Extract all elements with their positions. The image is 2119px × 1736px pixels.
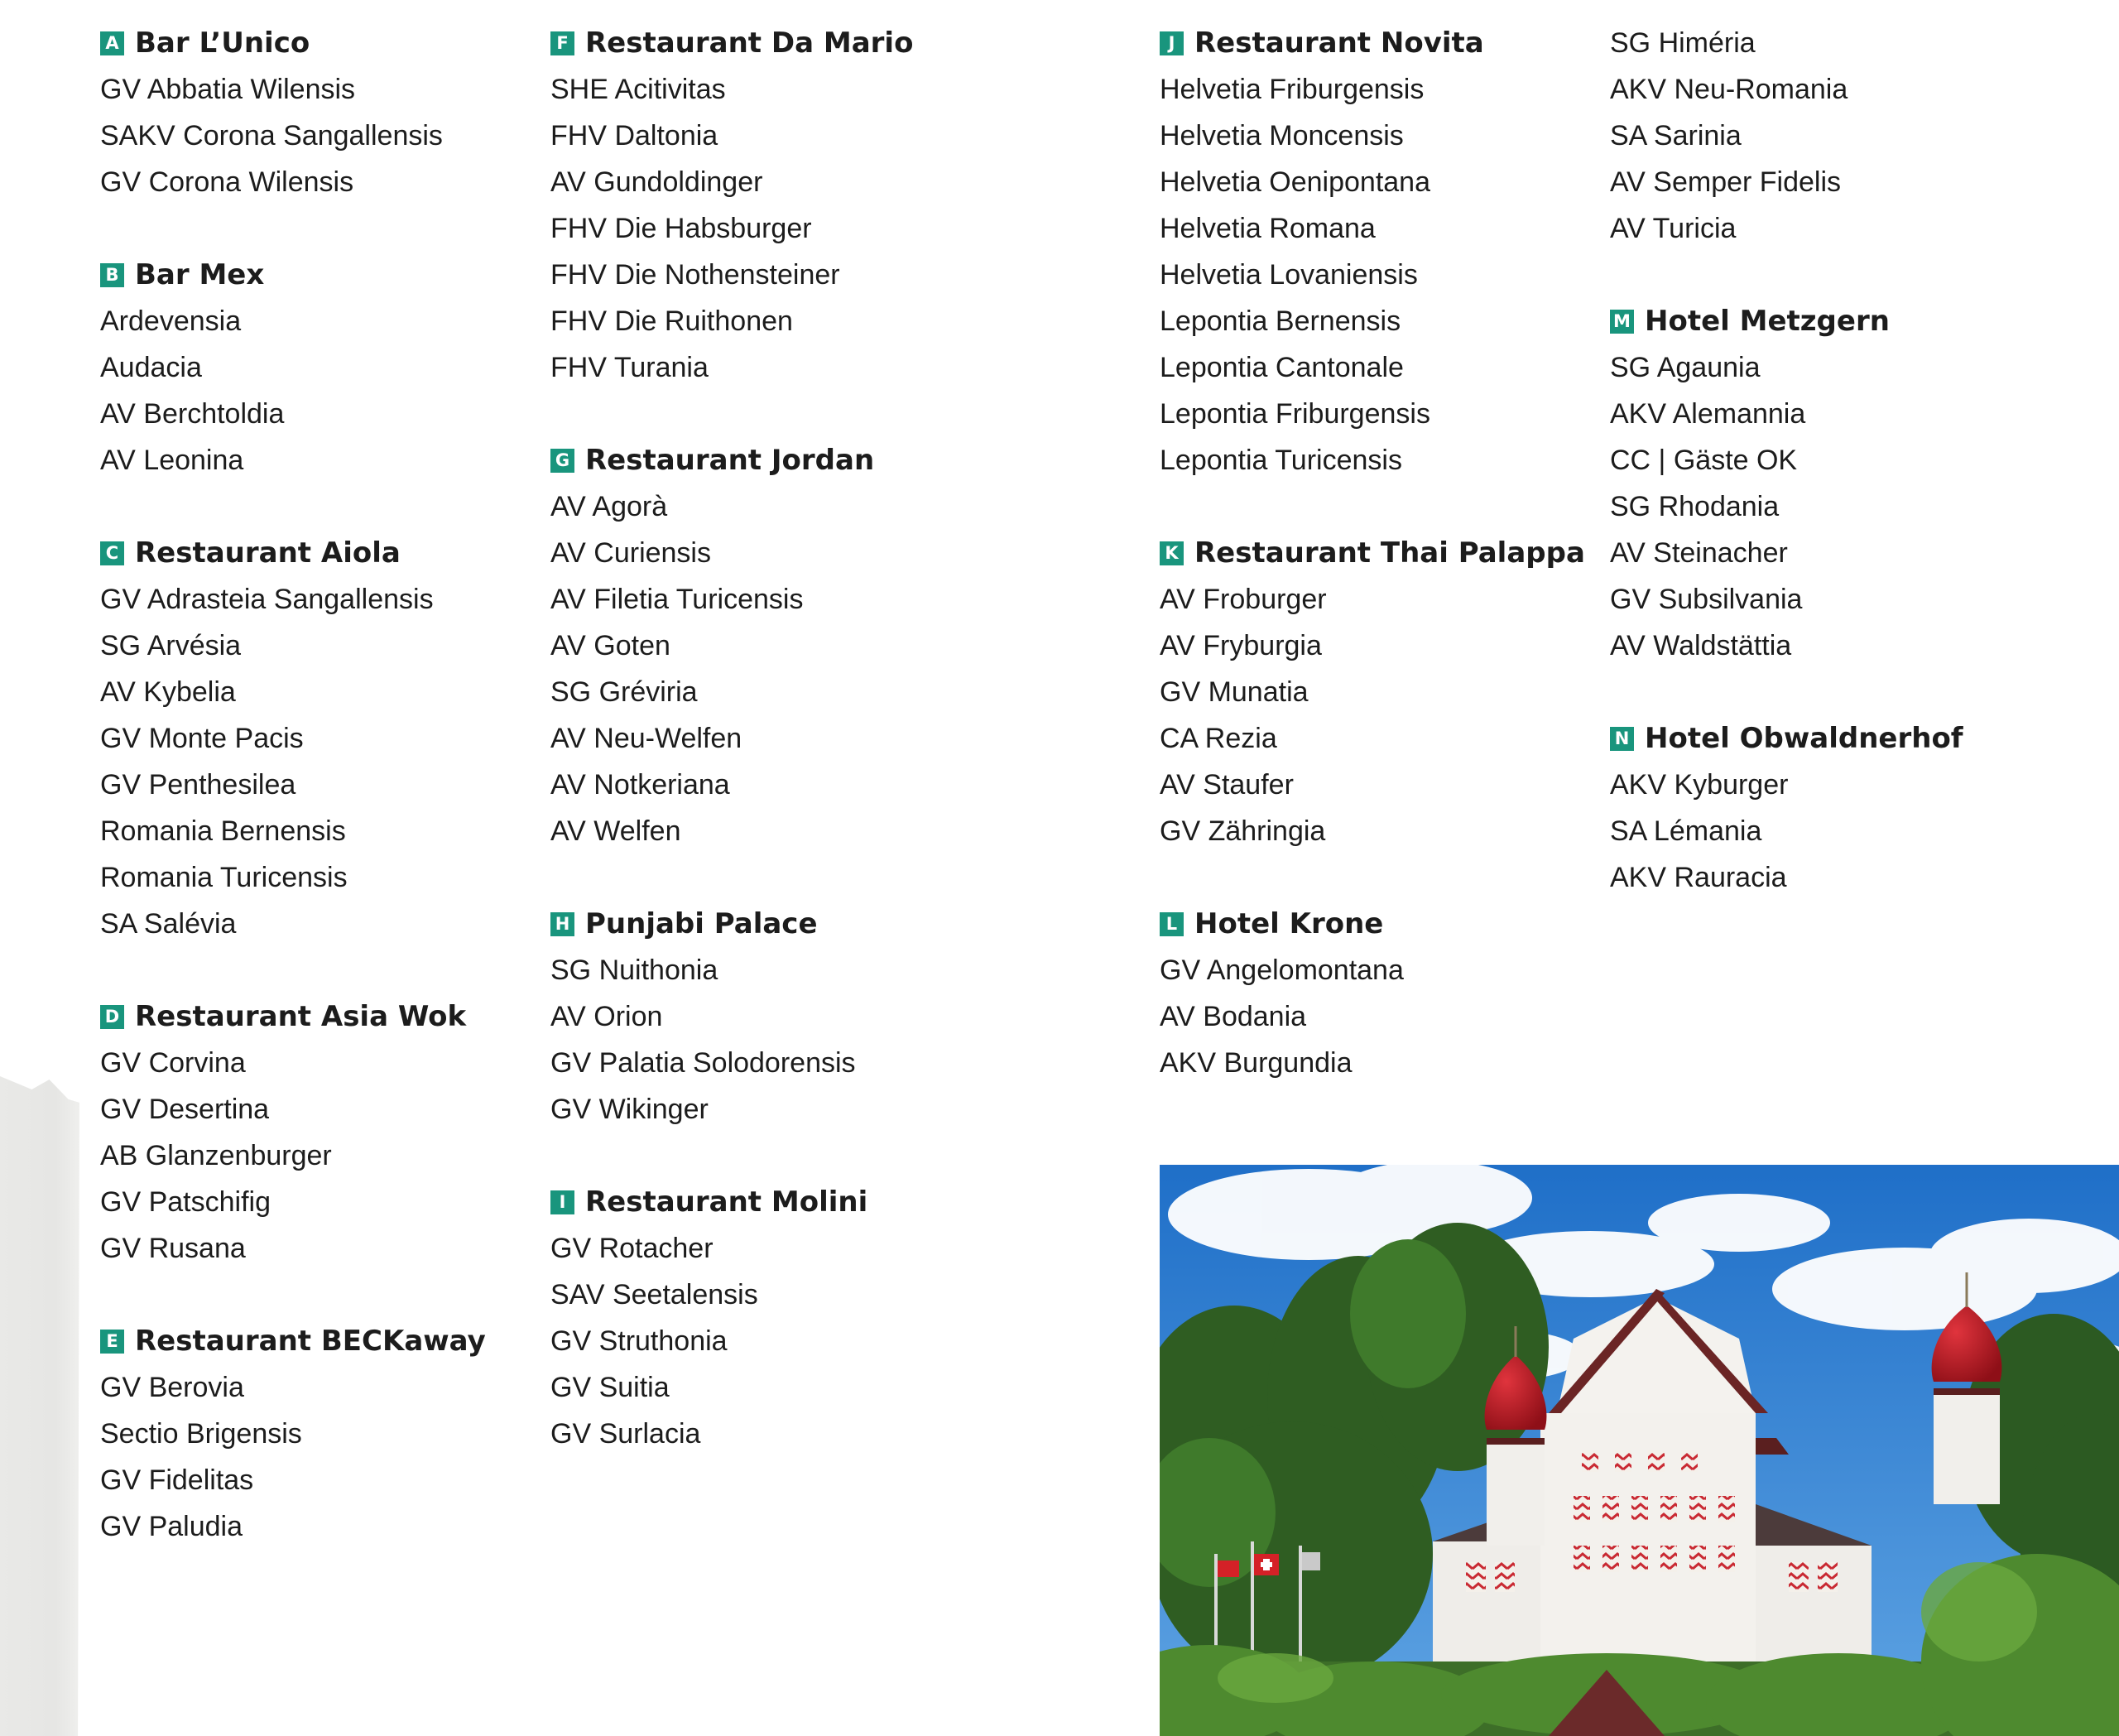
list-item: SG Nuithonia xyxy=(550,955,718,986)
member-list xyxy=(1160,947,1585,1086)
group-header xyxy=(550,437,913,483)
column-2 xyxy=(550,20,913,1503)
letter-badge: D xyxy=(100,1005,124,1029)
list-item: GV Fidelitas xyxy=(100,1464,254,1496)
group-header xyxy=(550,1179,913,1225)
group-header xyxy=(100,993,486,1040)
venue-name: Restaurant Aiola xyxy=(135,536,401,570)
list-item: AKV Alemannia xyxy=(1610,398,1806,430)
letter-badge: N xyxy=(1610,727,1634,751)
group-header xyxy=(1610,298,1963,344)
list-item: FHV Turania xyxy=(550,352,709,383)
list-item: GV Palatia Solodorensis xyxy=(550,1047,856,1079)
list-item: GV Desertina xyxy=(100,1094,270,1125)
group-m xyxy=(1610,298,1963,669)
list-item: Helvetia Lovaniensis xyxy=(1160,259,1418,291)
letter-badge: L xyxy=(1160,912,1184,936)
venue-name: Restaurant BECKaway xyxy=(135,1325,486,1358)
member-list xyxy=(550,483,913,854)
list-item: AV Berchtoldia xyxy=(100,398,285,430)
group-header xyxy=(1610,715,1963,762)
list-item: FHV Die Habsburger xyxy=(550,213,812,244)
group-b xyxy=(100,252,486,483)
list-item: SG Himéria xyxy=(1610,27,1756,59)
list-item: GV Paludia xyxy=(100,1511,243,1542)
list-item: SG Agaunia xyxy=(1610,352,1761,383)
group-c xyxy=(100,530,486,947)
castle-photo xyxy=(1160,1165,2119,1736)
list-item: GV Struthonia xyxy=(550,1325,728,1357)
list-item: AV Waldstättia xyxy=(1610,630,1792,661)
list-item: Lepontia Bernensis xyxy=(1160,305,1401,337)
group-l xyxy=(1160,901,1585,1086)
list-item: GV Rusana xyxy=(100,1233,246,1264)
list-item: SAKV Corona Sangallensis xyxy=(100,120,443,151)
list-item: AV Agorà xyxy=(550,491,668,522)
venue-name: Hotel Krone xyxy=(1194,907,1384,940)
group-i xyxy=(550,1179,913,1457)
list-item: AV Bodania xyxy=(1160,1001,1307,1032)
list-item: Helvetia Oenipontana xyxy=(1160,166,1431,198)
letter-badge: H xyxy=(550,912,574,936)
venue-name: Restaurant Jordan xyxy=(585,444,875,477)
list-item: GV Angelomontana xyxy=(1160,955,1404,986)
list-item: Lepontia Cantonale xyxy=(1160,352,1404,383)
list-item: Audacia xyxy=(100,352,202,383)
venue-name: Punjabi Palace xyxy=(585,907,818,940)
list-item: Helvetia Moncensis xyxy=(1160,120,1404,151)
list-item: SAV Seetalensis xyxy=(550,1279,758,1310)
list-item: AV Orion xyxy=(550,1001,663,1032)
list-item: AV Kybelia xyxy=(100,676,236,708)
list-item: AV Curiensis xyxy=(550,537,711,569)
venue-name: Restaurant Molini xyxy=(585,1185,868,1219)
group-g xyxy=(550,437,913,854)
group-n xyxy=(1610,715,1963,901)
list-item: AV Neu-Welfen xyxy=(550,723,742,754)
letter-badge: E xyxy=(100,1330,124,1354)
group-h xyxy=(550,901,913,1132)
letter-badge: J xyxy=(1160,31,1184,55)
list-item: CA Rezia xyxy=(1160,723,1277,754)
list-item: CC | Gäste OK xyxy=(1610,445,1798,476)
member-list xyxy=(1610,344,1963,669)
venue-name: Restaurant Da Mario xyxy=(585,26,914,60)
list-item: GV Patschifig xyxy=(100,1186,271,1218)
list-item: AV Turicia xyxy=(1610,213,1737,244)
list-item: Sectio Brigensis xyxy=(100,1418,302,1450)
venue-name: Hotel Metzgern xyxy=(1645,305,1890,338)
letter-badge: C xyxy=(100,541,124,565)
list-item: GV Suitia xyxy=(550,1372,670,1403)
group-header xyxy=(100,20,486,66)
group-j-continued xyxy=(1610,20,1963,252)
list-item: AV Notkeriana xyxy=(550,769,730,801)
list-item: AB Glanzenburger xyxy=(100,1140,332,1171)
list-item: Lepontia Turicensis xyxy=(1160,445,1402,476)
list-item: GV Corona Wilensis xyxy=(100,166,354,198)
group-header xyxy=(1160,901,1585,947)
member-list xyxy=(100,66,486,205)
list-item: AV Leonina xyxy=(100,445,244,476)
group-a xyxy=(100,20,486,205)
group-d xyxy=(100,993,486,1272)
group-header xyxy=(550,20,913,66)
list-item: AKV Burgundia xyxy=(1160,1047,1353,1079)
group-header xyxy=(1160,20,1585,66)
list-item: AV Staufer xyxy=(1160,769,1294,801)
member-list xyxy=(1160,66,1585,483)
letter-badge: G xyxy=(550,449,574,473)
list-item: AV Froburger xyxy=(1160,584,1327,615)
list-item: Romania Turicensis xyxy=(100,862,348,893)
letter-badge: I xyxy=(550,1190,574,1214)
group-header xyxy=(100,1318,486,1364)
letter-badge: M xyxy=(1610,310,1634,334)
letter-badge: B xyxy=(100,263,124,287)
venue-name: Restaurant Asia Wok xyxy=(135,1000,467,1033)
list-item: GV Wikinger xyxy=(550,1094,709,1125)
list-item: SA Salévia xyxy=(100,908,237,940)
list-item: SG Rhodania xyxy=(1610,491,1780,522)
list-item: SG Gréviria xyxy=(550,676,698,708)
list-item: AV Gundoldinger xyxy=(550,166,763,198)
member-list xyxy=(100,576,486,947)
group-f xyxy=(550,20,913,391)
member-list xyxy=(550,66,913,391)
list-item: GV Zähringia xyxy=(1160,815,1326,847)
list-item: Lepontia Friburgensis xyxy=(1160,398,1430,430)
list-item: AV Fryburgia xyxy=(1160,630,1322,661)
list-item: SA Sarinia xyxy=(1610,120,1742,151)
list-item: Romania Bernensis xyxy=(100,815,346,847)
list-item: FHV Daltonia xyxy=(550,120,718,151)
list-item: GV Penthesilea xyxy=(100,769,296,801)
list-item: AKV Rauracia xyxy=(1610,862,1787,893)
member-list xyxy=(1160,576,1585,854)
letter-badge: A xyxy=(100,31,124,55)
group-e xyxy=(100,1318,486,1550)
group-header xyxy=(100,530,486,576)
venue-name: Hotel Obwaldnerhof xyxy=(1645,722,1963,755)
list-item: GV Subsilvania xyxy=(1610,584,1803,615)
list-item: Ardevensia xyxy=(100,305,242,337)
group-header xyxy=(550,901,913,947)
member-list xyxy=(100,1040,486,1272)
venue-name: Bar Mex xyxy=(135,258,265,291)
list-item: SA Lémania xyxy=(1610,815,1762,847)
group-k xyxy=(1160,530,1585,854)
list-item: AV Semper Fidelis xyxy=(1610,166,1842,198)
letter-badge: K xyxy=(1160,541,1184,565)
list-item: GV Monte Pacis xyxy=(100,723,304,754)
venue-name: Bar L’Unico xyxy=(135,26,310,60)
list-item: AKV Kyburger xyxy=(1610,769,1789,801)
list-item: Helvetia Friburgensis xyxy=(1160,74,1425,105)
member-list xyxy=(1610,20,1963,252)
list-item: GV Surlacia xyxy=(550,1418,701,1450)
list-item: FHV Die Ruithonen xyxy=(550,305,793,337)
member-list xyxy=(1610,762,1963,901)
group-header xyxy=(100,252,486,298)
column-4 xyxy=(1610,20,1963,947)
list-item: GV Abbatia Wilensis xyxy=(100,74,356,105)
group-j xyxy=(1160,20,1585,483)
list-item: SHE Acitivitas xyxy=(550,74,726,105)
list-item: GV Corvina xyxy=(100,1047,246,1079)
member-list xyxy=(550,947,913,1132)
member-list xyxy=(100,298,486,483)
member-list xyxy=(550,1225,913,1457)
member-list xyxy=(100,1364,486,1550)
list-item: AV Goten xyxy=(550,630,670,661)
letter-badge: F xyxy=(550,31,574,55)
column-3 xyxy=(1160,20,1585,1132)
list-item: Helvetia Romana xyxy=(1160,213,1376,244)
list-item: GV Adrasteia Sangallensis xyxy=(100,584,434,615)
list-item: GV Berovia xyxy=(100,1372,244,1403)
list-item: SG Arvésia xyxy=(100,630,242,661)
list-item: FHV Die Nothensteiner xyxy=(550,259,840,291)
list-item: AKV Neu-Romania xyxy=(1610,74,1848,105)
list-item: GV Munatia xyxy=(1160,676,1309,708)
group-header xyxy=(1160,530,1585,576)
list-item: AV Welfen xyxy=(550,815,681,847)
list-item: AV Filetia Turicensis xyxy=(550,584,804,615)
list-item: GV Rotacher xyxy=(550,1233,714,1264)
brush-stroke-decoration xyxy=(0,1076,79,1736)
venue-name: Restaurant Novita xyxy=(1194,26,1484,60)
list-item: AV Steinacher xyxy=(1610,537,1788,569)
venue-name: Restaurant Thai Palappa xyxy=(1194,536,1585,570)
column-1 xyxy=(100,20,486,1596)
